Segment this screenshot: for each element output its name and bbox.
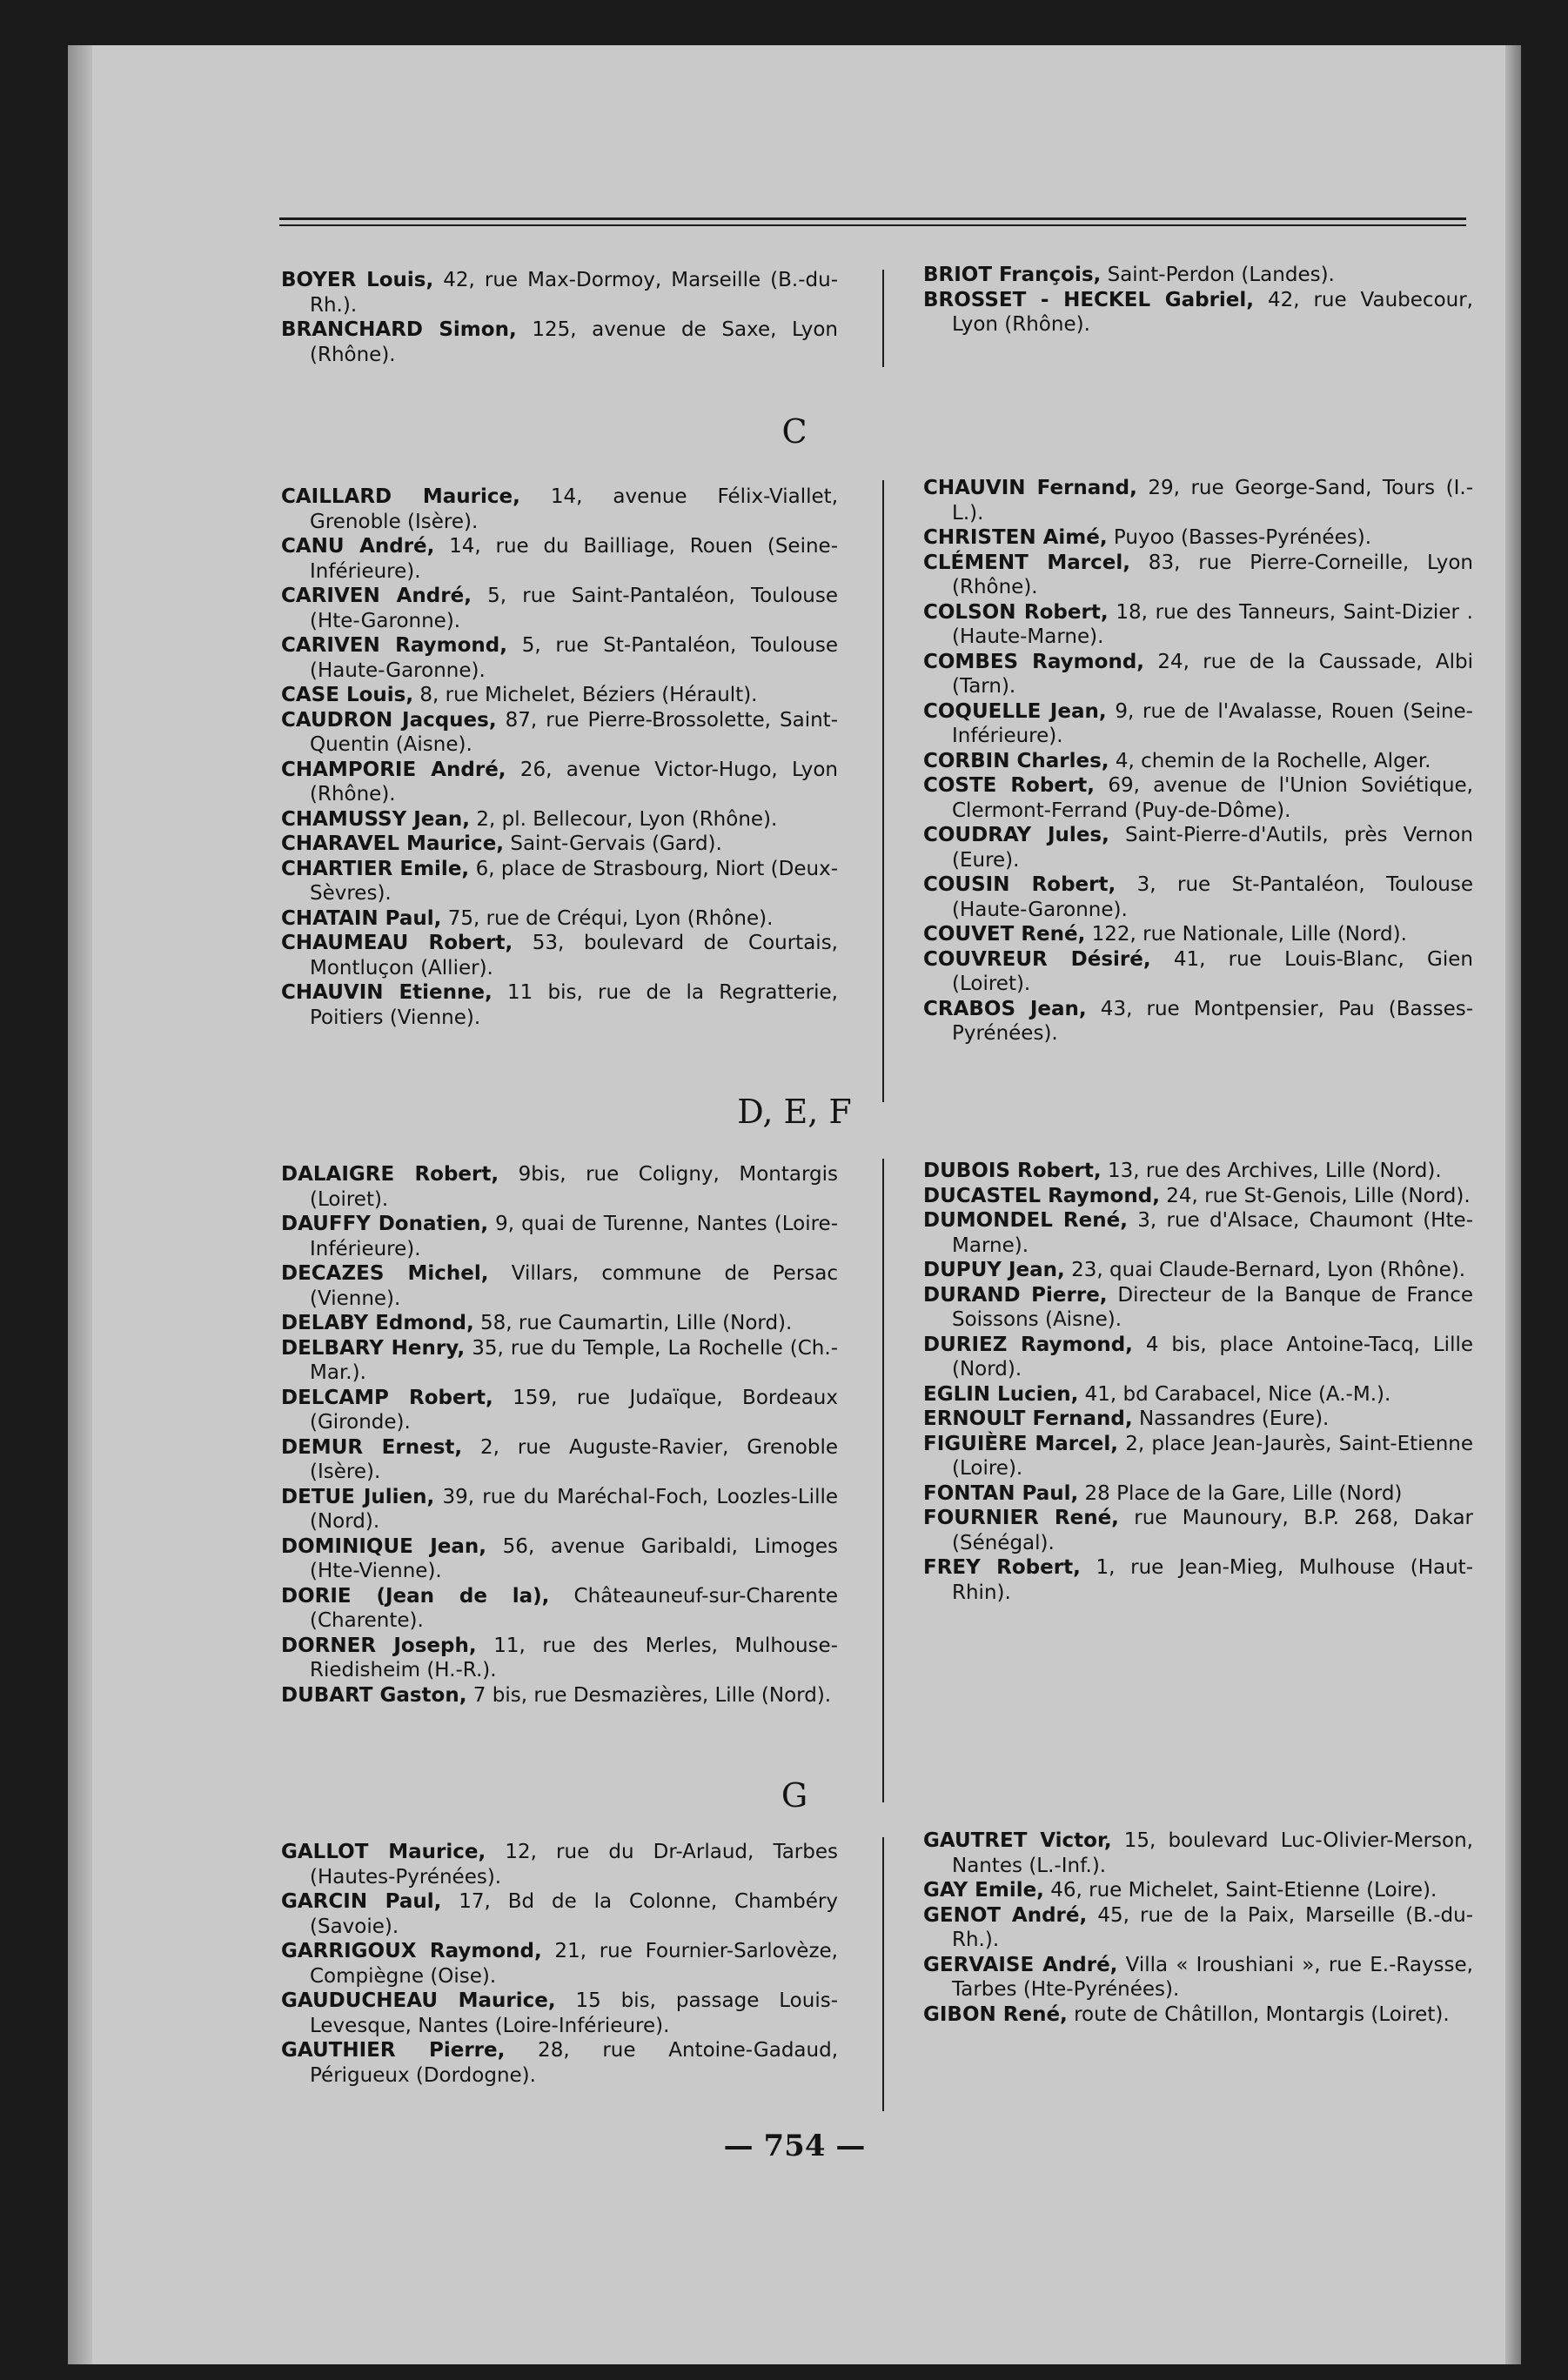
entry-address: 5, rue St-Pantaléon, Toulouse (Haute-Garonne).	[310, 634, 838, 682]
directory-entry	[923, 699, 1473, 749]
directory-entry	[281, 268, 838, 318]
directory-entry	[923, 551, 1473, 600]
entry-address: 1, rue Jean-Mieg, Mulhouse (Haut-Rhin).	[952, 1556, 1474, 1604]
entry-name: CLÉMENT Marcel,	[923, 551, 1130, 574]
entry-name: EGLIN Lucien,	[923, 1382, 1079, 1406]
entry-name: CHARAVEL Maurice,	[281, 832, 505, 855]
directory-entry	[923, 922, 1473, 947]
entry-address: 42, rue Max-Dormoy, Marseille (B.-du-Rh.).	[310, 269, 838, 317]
entry-address: 46, rue Michelet, Saint-Etienne (Loire).	[1043, 1879, 1437, 1902]
entry-name: GIBON René,	[923, 2002, 1068, 2026]
directory-entry	[923, 1481, 1473, 1507]
directory-entry	[923, 1953, 1473, 2002]
directory-entry	[281, 2038, 838, 2088]
entry-address: 53, boulevard de Courtais, Montluçon (Allier).	[310, 932, 838, 979]
entry-name: FONTAN Paul,	[923, 1481, 1079, 1505]
entry-address: 75, rue de Créqui, Lyon (Rhône).	[441, 906, 774, 930]
entry-address: 3, rue d'Alsace, Chaumont (Hte-Marne).	[952, 1209, 1473, 1257]
directory-entry	[923, 1432, 1473, 1481]
entry-address: 42, rue Vaubecour, Lyon (Rhône).	[952, 288, 1473, 336]
entry-name: CHAMUSSY Jean,	[281, 807, 471, 831]
directory-entry	[923, 1382, 1473, 1407]
directory-entry	[281, 1336, 838, 1386]
directory-entry	[923, 773, 1473, 823]
entry-address: 14, rue du Bailliage, Rouen (Seine-Inférieure).	[310, 535, 838, 583]
directory-entry	[281, 683, 838, 708]
entry-name: FREY Robert,	[923, 1556, 1081, 1579]
directory-entry	[281, 1939, 838, 1989]
entry-address: 29, rue George-Sand, Tours (I.-L.).	[952, 477, 1474, 525]
entry-address: 28, rue Antoine-Gadaud, Périgueux (Dordogne).	[310, 2039, 839, 2087]
entry-name: GARCIN Paul,	[281, 1890, 442, 1913]
directory-entry	[281, 1683, 838, 1708]
entry-address: 6, place de Strasbourg, Niort (Deux-Sèvres).	[310, 857, 838, 905]
section-heading-def: D, E, F	[737, 1093, 852, 1131]
entry-address: 45, rue de la Paix, Marseille (B.-du-Rh.).	[952, 1903, 1473, 1951]
entry-address: Nassandres (Eure).	[1132, 1407, 1330, 1430]
page	[68, 45, 1521, 2364]
entry-name: CASE Louis,	[281, 684, 414, 706]
directory-entry	[923, 525, 1473, 551]
entry-name: COLSON Robert,	[923, 600, 1109, 624]
entry-address: Puyoo (Basses-Pyrénées).	[1107, 526, 1372, 549]
directory-entry	[281, 1584, 838, 1634]
entry-name: GALLOT Maurice,	[281, 1841, 486, 1863]
entry-address: 39, rue du Maréchal-Foch, Loozles-Lille (Nord).	[310, 1485, 839, 1533]
page-edge	[1505, 45, 1521, 2364]
entry-name: DALAIGRE Robert,	[281, 1163, 499, 1186]
entry-name: ERNOULT Fernand,	[923, 1407, 1133, 1430]
entry-address: rue Maunoury, B.P. 268, Dakar (Sénégal).	[952, 1507, 1474, 1554]
entry-name: COUVET René,	[923, 923, 1086, 946]
section-def-left	[281, 1162, 838, 1708]
directory-entry	[923, 1407, 1473, 1432]
entry-address: 58, rue Caumartin, Lille (Nord).	[473, 1312, 793, 1334]
directory-entry	[923, 600, 1473, 650]
directory-entry	[923, 1159, 1473, 1184]
entry-address: 41, bd Carabacel, Nice (A.-M.).	[1078, 1382, 1391, 1406]
directory-entry	[281, 1534, 838, 1584]
section-g-right	[923, 1828, 1473, 2027]
entry-address: 5, rue Saint-Pantaléon, Toulouse (Hte-Garonne).	[310, 585, 838, 632]
entry-name: DUMONDEL René,	[923, 1209, 1128, 1232]
entry-address: 26, avenue Victor-Hugo, Lyon (Rhône).	[310, 758, 838, 806]
entry-address: 21, rue Fournier-Sarlovèze, Compiègne (Oise).	[310, 1940, 838, 1988]
entry-name: GERVAISE André,	[923, 1953, 1118, 1976]
column-divider	[882, 480, 884, 1102]
section-b-right	[923, 263, 1473, 338]
page-number: — 754 —	[723, 2129, 866, 2163]
entry-address: 4, chemin de la Rochelle, Alger.	[1109, 749, 1431, 772]
entry-address: 2, pl. Bellecour, Lyon (Rhône).	[470, 807, 778, 831]
directory-entry	[281, 931, 838, 980]
entry-address: 11, rue des Merles, Mulhouse-Riedisheim (H.-R.).	[310, 1634, 838, 1681]
directory-entry	[281, 807, 838, 832]
entry-address: 28 Place de la Gare, Lille (Nord)	[1078, 1481, 1403, 1505]
directory-entry	[281, 485, 838, 534]
top-rule	[279, 217, 1466, 220]
entry-address: 83, rue Pierre-Corneille, Lyon (Rhône).	[952, 551, 1473, 598]
entry-name: COSTE Robert,	[923, 774, 1096, 797]
entry-name: CAUDRON Jacques,	[281, 708, 497, 732]
entry-name: BROSSET - HECKEL Gabriel,	[923, 288, 1255, 311]
entry-address: Villa « Iroushiani », rue E.-Raysse, Tarbes (Hte-Pyrénées).	[952, 1953, 1473, 2001]
entry-name: DEMUR Ernest,	[281, 1435, 463, 1459]
entry-address: 35, rue du Temple, La Rochelle (Ch.-Mar.).	[310, 1336, 838, 1384]
entry-address: 8, rue Michelet, Béziers (Hérault).	[413, 684, 758, 706]
directory-entry	[281, 1212, 838, 1261]
entry-address: 12, rue du Dr-Arlaud, Tarbes (Hautes-Pyrénées).	[310, 1841, 838, 1889]
entry-address: 2, place Jean-Jaurès, Saint-Etienne (Loire).	[952, 1432, 1473, 1480]
entry-address: 18, rue des Tanneurs, Saint-Dizier . (Haute-Marne).	[952, 600, 1473, 648]
entry-name: FIGUIÈRE Marcel,	[923, 1432, 1119, 1455]
entry-address: 14, avenue Félix-Viallet, Grenoble (Isère).	[310, 485, 838, 533]
section-b-left	[281, 268, 838, 367]
entry-address: 23, quai Claude-Bernard, Lyon (Rhône).	[1064, 1259, 1466, 1281]
section-def-right	[923, 1159, 1473, 1605]
entry-address: Villars, commune de Persac (Vienne).	[310, 1262, 838, 1310]
directory-entry	[281, 1311, 838, 1336]
entry-address: 24, rue de la Caussade, Albi (Tarn).	[952, 650, 1474, 698]
entry-address: 11 bis, rue de la Regratterie, Poitiers (Vienne).	[310, 981, 838, 1029]
entry-name: GAUDUCHEAU Maurice,	[281, 1989, 556, 2012]
directory-entry	[923, 1333, 1473, 1382]
directory-entry	[281, 1261, 838, 1311]
entry-name: BOYER Louis,	[281, 269, 434, 291]
directory-entry	[281, 832, 838, 857]
directory-entry	[923, 749, 1473, 774]
entry-address: 9bis, rue Coligny, Montargis (Loiret).	[310, 1163, 838, 1211]
entry-name: CHATAIN Paul,	[281, 906, 442, 930]
entry-name: COUVREUR Désiré,	[923, 947, 1151, 971]
entry-name: CHAUMEAU Robert,	[281, 932, 513, 954]
entry-name: CRABOS Jean,	[923, 997, 1087, 1020]
entry-name: DECAZES Michel,	[281, 1262, 489, 1285]
entry-address: 15 bis, passage Louis-Levesque, Nantes (Loire-Inférieure).	[310, 1989, 839, 2037]
entry-name: DORIE (Jean de la),	[281, 1584, 550, 1608]
entry-name: CHAUVIN Etienne,	[281, 981, 493, 1004]
entry-address: 9, rue de l'Avalasse, Rouen (Seine-Inférieure).	[952, 699, 1473, 747]
entry-address: 56, avenue Garibaldi, Limoges (Hte-Vienne).	[310, 1534, 838, 1582]
entry-address: 15, boulevard Luc-Olivier-Merson, Nantes (L.-Inf.).	[952, 1829, 1473, 1877]
entry-address: 41, rue Louis-Blanc, Gien (Loiret).	[952, 947, 1474, 995]
entry-name: CHAUVIN Fernand,	[923, 477, 1137, 499]
entry-name: CARIVEN André,	[281, 585, 472, 607]
entry-name: DELBARY Henry,	[281, 1336, 466, 1360]
directory-entry	[281, 584, 838, 633]
entry-address: 87, rue Pierre-Brossolette, Saint-Quentin (Aisne).	[310, 708, 838, 756]
directory-entry	[923, 1878, 1473, 1903]
directory-entry	[923, 1208, 1473, 1258]
directory-entry	[923, 288, 1473, 338]
directory-entry	[281, 1989, 838, 2038]
entry-name: CHAMPORIE André,	[281, 758, 506, 781]
column-divider	[882, 270, 884, 367]
entry-address: 69, avenue de l'Union Soviétique, Clermont-Ferrand (Puy-de-Dôme).	[952, 774, 1473, 822]
entry-address: 17, Bd de la Colonne, Chambéry (Savoie).	[310, 1890, 838, 1938]
entry-address: 43, rue Montpensier, Pau (Basses-Pyrénées).	[952, 997, 1473, 1045]
directory-entry	[281, 708, 838, 758]
entry-address: 7 bis, rue Desmazières, Lille (Nord).	[466, 1683, 832, 1707]
directory-entry	[923, 650, 1473, 699]
directory-entry	[923, 1506, 1473, 1555]
directory-entry	[923, 1184, 1473, 1209]
directory-entry	[281, 758, 838, 807]
directory-entry	[281, 857, 838, 906]
entry-name: DUCASTEL Raymond,	[923, 1184, 1160, 1207]
entry-address: 2, rue Auguste-Ravier, Grenoble (Isère).	[310, 1435, 838, 1483]
directory-entry	[923, 872, 1473, 922]
entry-name: DORNER Joseph,	[281, 1634, 477, 1657]
directory-entry	[281, 1634, 838, 1683]
directory-entry	[281, 906, 838, 932]
directory-entry	[281, 1435, 838, 1485]
directory-entry	[281, 1386, 838, 1435]
entry-name: GARRIGOUX Raymond,	[281, 1940, 542, 1962]
entry-name: DURAND Pierre,	[923, 1283, 1108, 1307]
entry-address: 13, rue des Archives, Lille (Nord).	[1101, 1160, 1442, 1182]
section-g-left	[281, 1840, 838, 2088]
entry-address: 159, rue Judaïque, Bordeaux (Gironde).	[310, 1386, 838, 1434]
entry-address: Saint-Gervais (Gard).	[504, 832, 722, 855]
section-heading-g: G	[781, 1776, 808, 1815]
section-heading-c: C	[781, 412, 807, 451]
directory-entry	[923, 947, 1473, 997]
entry-name: DURIEZ Raymond,	[923, 1333, 1133, 1356]
entry-address: Saint-Perdon (Landes).	[1101, 264, 1335, 286]
column-divider	[882, 1837, 884, 2111]
entry-address: 125, avenue de Saxe, Lyon (Rhône).	[310, 318, 839, 366]
entry-name: BRANCHARD Simon,	[281, 318, 517, 341]
directory-entry	[281, 633, 838, 683]
directory-entry	[923, 263, 1473, 288]
entry-name: GAY Emile,	[923, 1879, 1044, 1902]
entry-name: DAUFFY Donatien,	[281, 1213, 489, 1235]
directory-entry	[281, 1485, 838, 1534]
entry-name: COUDRAY Jules,	[923, 824, 1109, 846]
directory-entry	[923, 1283, 1473, 1333]
directory-entry	[923, 1903, 1473, 1953]
entry-name: CHARTIER Emile,	[281, 857, 470, 880]
entry-name: DUBOIS Robert,	[923, 1160, 1102, 1182]
entry-address: Saint-Pierre-d'Autils, près Vernon (Eure).	[952, 824, 1474, 872]
entry-address: 9, quai de Turenne, Nantes (Loire-Inférieure).	[310, 1213, 838, 1260]
entry-name: CANU André,	[281, 535, 435, 558]
section-c-left	[281, 485, 838, 1030]
entry-name: DELCAMP Robert,	[281, 1386, 493, 1409]
entry-name: COQUELLE Jean,	[923, 699, 1107, 723]
directory-entry	[281, 318, 838, 367]
entry-address: 24, rue St-Genois, Lille (Nord).	[1159, 1184, 1471, 1207]
directory-entry	[923, 1258, 1473, 1283]
entry-name: CAILLARD Maurice,	[281, 485, 520, 508]
entry-name: COUSIN Robert,	[923, 873, 1116, 896]
entry-name: BRIOT François,	[923, 264, 1102, 286]
entry-name: GAUTHIER Pierre,	[281, 2039, 506, 2062]
entry-name: GAUTRET Victor,	[923, 1829, 1112, 1852]
entry-name: CORBIN Charles,	[923, 749, 1109, 772]
entry-address: 3, rue St-Pantaléon, Toulouse (Haute-Garonne).	[952, 873, 1473, 921]
directory-entry	[281, 980, 838, 1030]
directory-entry	[281, 1162, 838, 1212]
entry-name: CHRISTEN Aimé,	[923, 526, 1108, 549]
section-c-right	[923, 476, 1473, 1046]
directory-entry	[281, 1840, 838, 1889]
column-divider	[882, 1159, 884, 1802]
entry-address: 4 bis, place Antoine-Tacq, Lille (Nord).	[952, 1333, 1473, 1381]
entry-address: route de Châtillon, Montargis (Loiret).	[1067, 2002, 1450, 2026]
directory-entry	[923, 997, 1473, 1046]
entry-name: DOMINIQUE Jean,	[281, 1534, 486, 1558]
directory-entry	[923, 476, 1473, 525]
entry-name: CARIVEN Raymond,	[281, 634, 507, 657]
directory-entry	[281, 1889, 838, 1939]
directory-entry	[923, 1828, 1473, 1878]
entry-address: Directeur de la Banque de France Soissons (Aisne).	[952, 1283, 1473, 1331]
entry-name: DUPUY Jean,	[923, 1259, 1065, 1281]
entry-name: GENOT André,	[923, 1903, 1088, 1927]
entry-name: DUBART Gaston,	[281, 1683, 467, 1707]
directory-entry	[923, 2002, 1473, 2028]
top-rule-thin	[279, 224, 1466, 226]
entry-address: Châteauneuf-sur-Charente (Charente).	[310, 1584, 838, 1632]
directory-entry	[281, 534, 838, 584]
directory-entry	[923, 1555, 1473, 1605]
directory-entry	[923, 823, 1473, 872]
entry-name: FOURNIER René,	[923, 1507, 1119, 1529]
entry-address: 122, rue Nationale, Lille (Nord).	[1085, 923, 1407, 946]
entry-name: COMBES Raymond,	[923, 650, 1145, 673]
entry-name: DELABY Edmond,	[281, 1312, 474, 1334]
entry-name: DETUE Julien,	[281, 1485, 435, 1508]
